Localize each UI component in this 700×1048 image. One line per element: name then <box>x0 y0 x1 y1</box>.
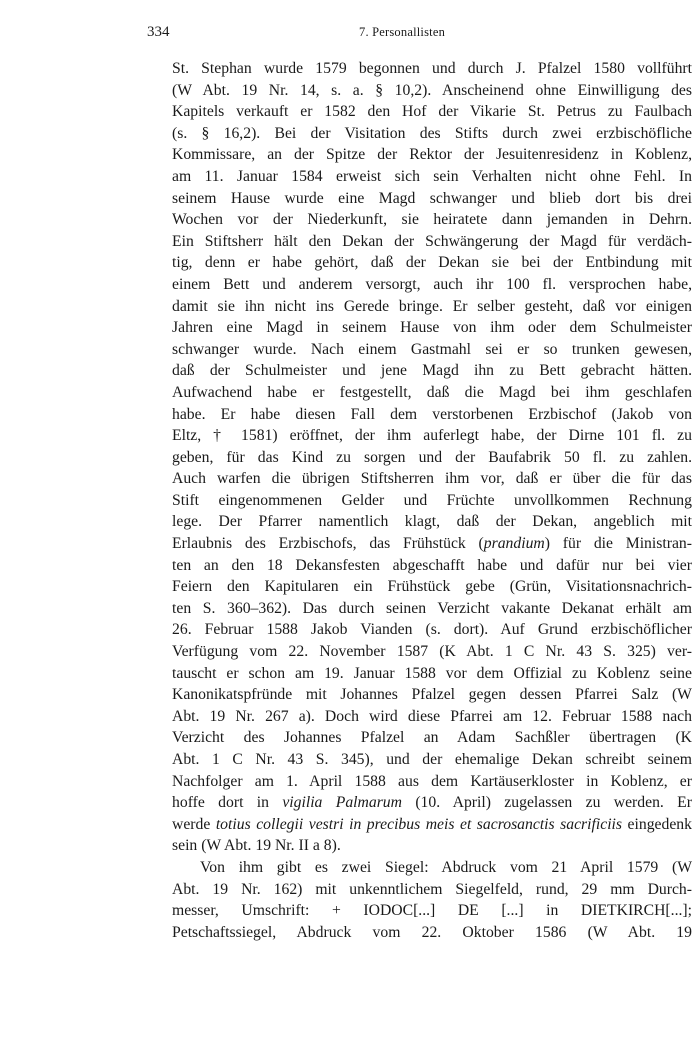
text-line: messer, Umschrift: + IODOC[...] DE [...] in DIETKIRCH[...]; <box>172 902 692 920</box>
text-line: geben, für das Kind zu sorgen und der Baufabrik 50 fl. zu zahlen. <box>172 448 692 466</box>
text-line: Abt. 19 Nr. 267 a). Doch wird diese Pfarrei am 12. Februar 1588 nach <box>172 707 692 725</box>
text-line: Petschaftssiegel, Abdruck vom 22. Oktober 1586 (W Abt. 19 <box>172 923 692 941</box>
text-line: hoffe dort in vigilia Palmarum (10. April) zugelassen zu werden. Er <box>172 794 692 812</box>
page-number: 334 <box>147 24 170 40</box>
text-line: schwanger wurde. Nach einem Gastmahl sei er so trunken gewesen, <box>172 340 692 358</box>
text-line: Feiern den Kapitularen ein Frühstück gebe (Grün, Visitationsnachrich- <box>172 578 692 596</box>
latin-term: totius collegii vestri in precibus meis et sacrosanctis sacrificiis <box>215 815 623 833</box>
text-line: damit sie ihn nicht ins Gerede bringe. Er selber gesteht, daß vor einigen <box>172 297 692 315</box>
text-line: Ein Stiftsherr hält den Dekan der Schwängerung der Magd für verdäch- <box>172 232 692 250</box>
text-line: am 11. Januar 1584 erweist sich sein Verhalten nicht ohne Fehl. In <box>172 167 692 185</box>
text-line: werde totius collegii vestri in precibus meis et sacrosanctis sacrificiis eingedenk <box>172 815 692 833</box>
latin-term: prandium <box>483 535 545 553</box>
text-line: Verzicht des Johannes Pfalzel an Adam Sachßler übertragen (K <box>172 729 692 747</box>
text-line: St. Stephan wurde 1579 begonnen und durch J. Pfalzel 1580 vollführt <box>172 60 692 77</box>
text-line: (W Abt. 19 Nr. 14, s. a. § 10,2). Anscheinend ohne Einwilligung des <box>172 81 692 99</box>
paragraph-1 <box>172 58 692 857</box>
text-line: Auch warfen die übrigen Stiftsherren ihm vor, daß er über die für das <box>172 470 692 488</box>
text-line: Abt. 19 Nr. 162) mit unkenntlichem Siegelfeld, rund, 29 mm Durch- <box>172 880 692 898</box>
text-line: tig, denn er habe gehört, daß der Dekan sie bei der Entbindung mit <box>172 254 692 272</box>
running-title: 7. Personallisten <box>359 25 446 39</box>
paragraph-2 <box>172 857 692 943</box>
text-line: seinem Hause wurde eine Magd schwanger und blieb dort bis drei <box>172 189 692 207</box>
text-line: Abt. 1 C Nr. 43 S. 345), und der ehemalige Dekan schreibt seinem <box>172 751 692 768</box>
text-line: (s. § 16,2). Bei der Visitation des Stifts durch zwei erzbischöfliche <box>172 124 692 142</box>
text-line: tauscht er schon am 19. Januar 1588 vor dem Offizial zu Koblenz seine <box>172 664 692 682</box>
text-line: sein (W Abt. 19 Nr. II a 8). <box>172 837 341 855</box>
text-line: Kommissare, an der Spitze der Rektor der Jesuitenresidenz in Koblenz, <box>172 146 692 164</box>
text-line: Eltz, † 1581) eröffnet, der ihm auferlegt habe, der Dirne 101 fl. zu <box>172 427 692 445</box>
latin-term: vigilia Palmarum <box>282 794 402 812</box>
text-line: Stift eingenommenen Gelder und Früchte unvollkommen Rechnung <box>172 491 692 509</box>
text-line: Wochen vor der Niederkunft, sie heiratete dann jemanden in Dehrn. <box>172 211 692 229</box>
text-line: Verfügung vom 22. November 1587 (K Abt. 1 C Nr. 43 S. 325) ver- <box>172 643 692 661</box>
text-line: Kapitels verkauft er 1582 den Hof der Vikarie St. Petrus zu Faulbach <box>172 103 692 121</box>
text-line: Erlaubnis des Erzbischofs, das Frühstück (prandium) für die Ministran- <box>172 535 692 553</box>
text-line: Kanonikatspfründe mit Johannes Pfalzel gegen dessen Pfarrei Salz (W <box>172 686 692 704</box>
text-line: ten an den 18 Dekansfesten abgeschafft habe und dafür nur bei vier <box>172 556 692 574</box>
text-line: Von ihm gibt es zwei Siegel: Abdruck vom 21 April 1579 (W <box>200 858 692 876</box>
text-line: Jahren eine Magd in seinem Hause von ihm oder dem Schulmeister <box>172 319 692 337</box>
text-line: Aufwachend habe er festgestellt, daß die Magd bei ihm geschlafen <box>172 383 692 401</box>
body-text <box>172 58 692 943</box>
text-line: Nachfolger am 1. April 1588 aus dem Kartäuserkloster in Koblenz, er <box>172 772 692 790</box>
text-line: einem Bett und anderem versorgt, auch ihr 100 fl. versprochen habe, <box>172 275 692 293</box>
text-line: daß der Schulmeister und jene Magd ihn zu Bett gebracht hätten. <box>172 362 692 380</box>
text-line: habe. Er habe diesen Fall dem verstorbenen Erzbischof (Jakob von <box>172 405 692 423</box>
text-line: ten S. 360–362). Das durch seinen Verzicht vakante Dekanat erhält am <box>172 599 692 617</box>
text-line: lege. Der Pfarrer namentlich klagt, daß der Dekan, angeblich mit <box>172 513 692 531</box>
text-line: 26. Februar 1588 Jakob Vianden (s. dort). Auf Grund erzbischöflicher <box>172 621 692 639</box>
